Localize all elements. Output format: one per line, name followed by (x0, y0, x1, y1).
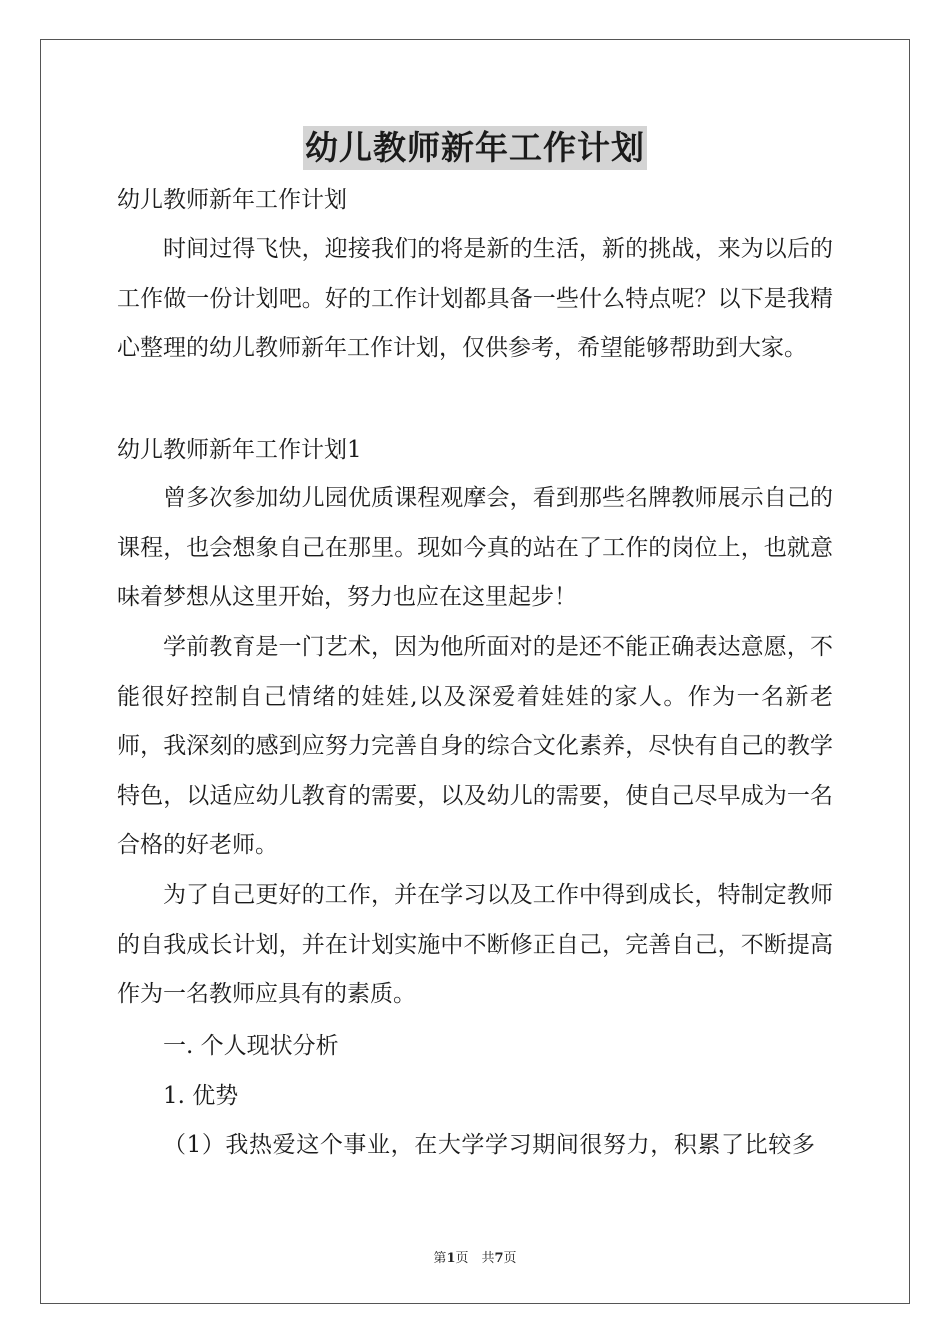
footer-page-number: 1 (446, 1251, 456, 1266)
paragraph-1: 曾多次参加幼儿园优质课程观摩会，看到那些名牌教师展示自己的课程，也会想象自己在那里。现如今真的站在了工作的岗位上，也就意味着梦想从这里开始，努力也应在这里起步！ (117, 485, 833, 610)
footer-page-suffix: 页 (503, 1251, 517, 1266)
footer-total-pages: 7 (494, 1251, 504, 1266)
paragraph-4: （1）我热爱这个事业，在大学学习期间很努力，积累了比较多 (163, 1132, 816, 1158)
analysis-heading: 一. 个人现状分析 (163, 1033, 339, 1059)
paragraph-3: 为了自己更好的工作，并在学习以及工作中得到成长，特制定教师的自我成长计划，并在计划实施中不断修正自己，完善自己，不断提高作为一名教师应具有的素质。 (117, 882, 833, 1007)
advantage-heading: 1. 优势 (163, 1083, 239, 1109)
paragraph-2: 学前教育是一门艺术，因为他所面对的是还不能正确表达意愿，不能很好控制自己情绪的娃娃,以及深爱着娃娃的家人。作为一名新老师，我深刻的感到应努力完善自身的综合文化素养，尽快有自己的教学特色，以适应幼儿教育的需要，以及幼儿的需要，使自己尽早成为一名合格的好老师。 (117, 634, 833, 858)
title-container (0, 126, 950, 170)
footer-page-mid: 页 共 (455, 1251, 495, 1266)
footer-page-prefix: 第 (433, 1251, 447, 1266)
section-heading: 幼儿教师新年工作计划1 (117, 437, 362, 463)
document-subtitle: 幼儿教师新年工作计划 (117, 187, 347, 213)
intro-paragraph: 时间过得飞快，迎接我们的将是新的生活，新的挑战，来为以后的工作做一份计划吧。好的工作计划都具备一些什么特点呢？以下是我精心整理的幼儿教师新年工作计划，仅供参考，希望能够帮助到大家。 (117, 236, 833, 361)
page-footer (0, 1247, 950, 1266)
document-title: 幼儿教师新年工作计划 (303, 126, 647, 170)
